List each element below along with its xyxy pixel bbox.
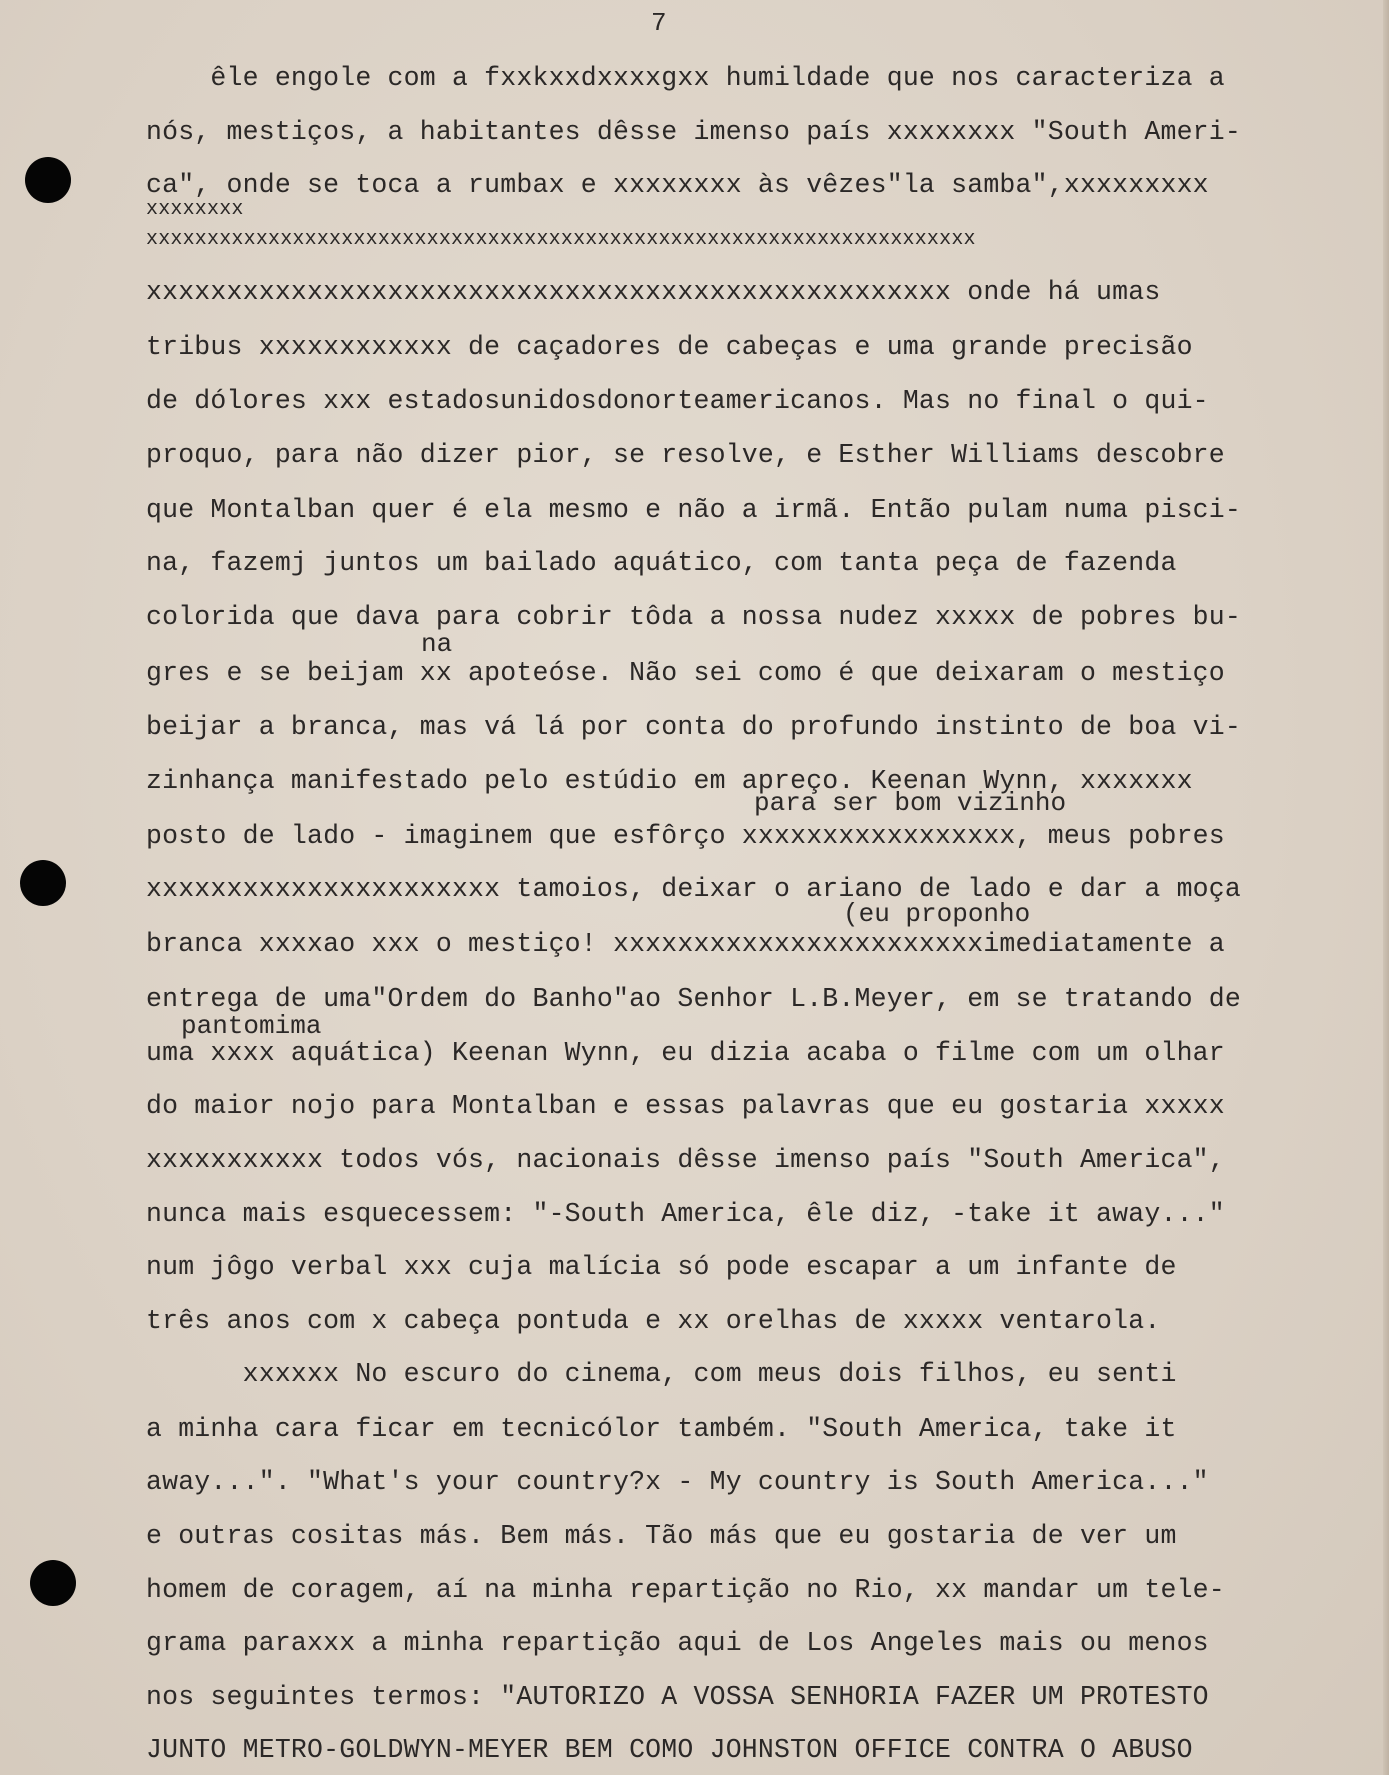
- text-line: xxxxxxxx: [146, 198, 244, 221]
- binder-hole-top: [25, 157, 71, 203]
- text-line: homem de coragem, aí na minha repartição no Rio, xx mandar um tele-: [146, 1575, 1225, 1605]
- text-line: posto de lado - imaginem que esfôrço xxxxxxxxxxxxxxxxx, meus pobres: [146, 821, 1225, 851]
- binder-hole-middle: [20, 860, 66, 906]
- handwritten-insertion: na: [421, 629, 453, 659]
- text-line: xxxxxxxxxxxxxxxxxxxxxxxxxxxxxxxxxxxxxxxxxxxxxxxxxx onde há umas: [146, 277, 1161, 307]
- text-line: xxxxxxxxxxxxxxxxxxxxxxxxxxxxxxxxxxxxxxxxxxxxxxxxxxxxxxxxxxxxxxxxxxxx: [146, 228, 976, 251]
- text-line: gres e se beijam xx apoteóse. Não sei como é que deixaram o mestiço: [146, 658, 1225, 688]
- text-line: três anos com x cabeça pontuda e xx orelhas de xxxxx ventarola.: [146, 1306, 1161, 1336]
- binder-hole-bottom: [30, 1560, 76, 1606]
- text-line: uma xxxx aquática) Keenan Wynn, eu dizia acaba o filme com um olhar: [146, 1038, 1225, 1068]
- text-line: proquo, para não dizer pior, se resolve, e Esther Williams descobre: [146, 440, 1225, 470]
- text-line: que Montalban quer é ela mesmo e não a irmã. Então pulam numa pisci-: [146, 495, 1241, 525]
- text-line: away...". "What's your country?x - My country is South America...": [146, 1467, 1209, 1497]
- text-line: entrega de uma"Ordem do Banho"ao Senhor L.B.Meyer, em se tratando de: [146, 984, 1241, 1014]
- text-line: beijar a branca, mas vá lá por conta do profundo instinto de boa vi-: [146, 712, 1241, 742]
- text-line: do maior nojo para Montalban e essas palavras que eu gostaria xxxxx: [146, 1091, 1225, 1121]
- text-line: ca", onde se toca a rumbax e xxxxxxxx às vêzes"la samba",xxxxxxxxx: [146, 170, 1209, 200]
- page-edge: [1383, 0, 1389, 1775]
- text-line: xxxxxxxxxxxxxxxxxxxxxx tamoios, deixar o ariano de lado e dar a moça: [146, 874, 1241, 904]
- text-line: num jôgo verbal xxx cuja malícia só pode escapar a um infante de: [146, 1252, 1177, 1282]
- handwritten-insertion: (eu proponho: [843, 899, 1031, 929]
- text-line: xxxxxxxxxxx todos vós, nacionais dêsse imenso país "South America",: [146, 1145, 1225, 1175]
- text-line: branca xxxxao xxx o mestiço! xxxxxxxxxxxxxxxxxxxxxxximediatamente a: [146, 929, 1225, 959]
- text-line: nunca mais esquecessem: "-South America, êle diz, -take it away...": [146, 1199, 1225, 1229]
- handwritten-insertion: pantomima: [181, 1011, 322, 1041]
- text-line: xxxxxx No escuro do cinema, com meus dois filhos, eu senti: [146, 1359, 1177, 1389]
- page-number: 7: [651, 8, 667, 38]
- text-line: e outras cositas más. Bem más. Tão más que eu gostaria de ver um: [146, 1521, 1177, 1551]
- text-line: a minha cara ficar em tecnicólor também. "South America, take it: [146, 1414, 1177, 1444]
- text-line: zinhança manifestado pelo estúdio em apreço. Keenan Wynn, xxxxxxx: [146, 766, 1193, 796]
- text-line: nos seguintes termos: "AUTORIZO A VOSSA SENHORIA FAZER UM PROTESTO: [146, 1682, 1209, 1712]
- handwritten-insertion: para ser bom vizinho: [754, 788, 1067, 818]
- text-line: de dólores xxx estadosunidosdonorteamericanos. Mas no final o qui-: [146, 386, 1209, 416]
- text-line: nós, mestiços, a habitantes dêsse imenso país xxxxxxxx "South Ameri-: [146, 117, 1241, 147]
- text-line: JUNTO METRO-GOLDWYN-MEYER BEM COMO JOHNSTON OFFICE CONTRA O ABUSO: [146, 1735, 1193, 1765]
- text-line: tribus xxxxxxxxxxxx de caçadores de cabeças e uma grande precisão: [146, 332, 1193, 362]
- text-line: grama paraxxx a minha repartição aqui de Los Angeles mais ou menos: [146, 1628, 1209, 1658]
- text-line: êle engole com a fxxkxxdxxxxgxx humildade que nos caracteriza a: [146, 63, 1225, 93]
- text-line: colorida que dava para cobrir tôda a nossa nudez xxxxx de pobres bu-: [146, 602, 1241, 632]
- text-line: na, fazemj juntos um bailado aquático, com tanta peça de fazenda: [146, 548, 1177, 578]
